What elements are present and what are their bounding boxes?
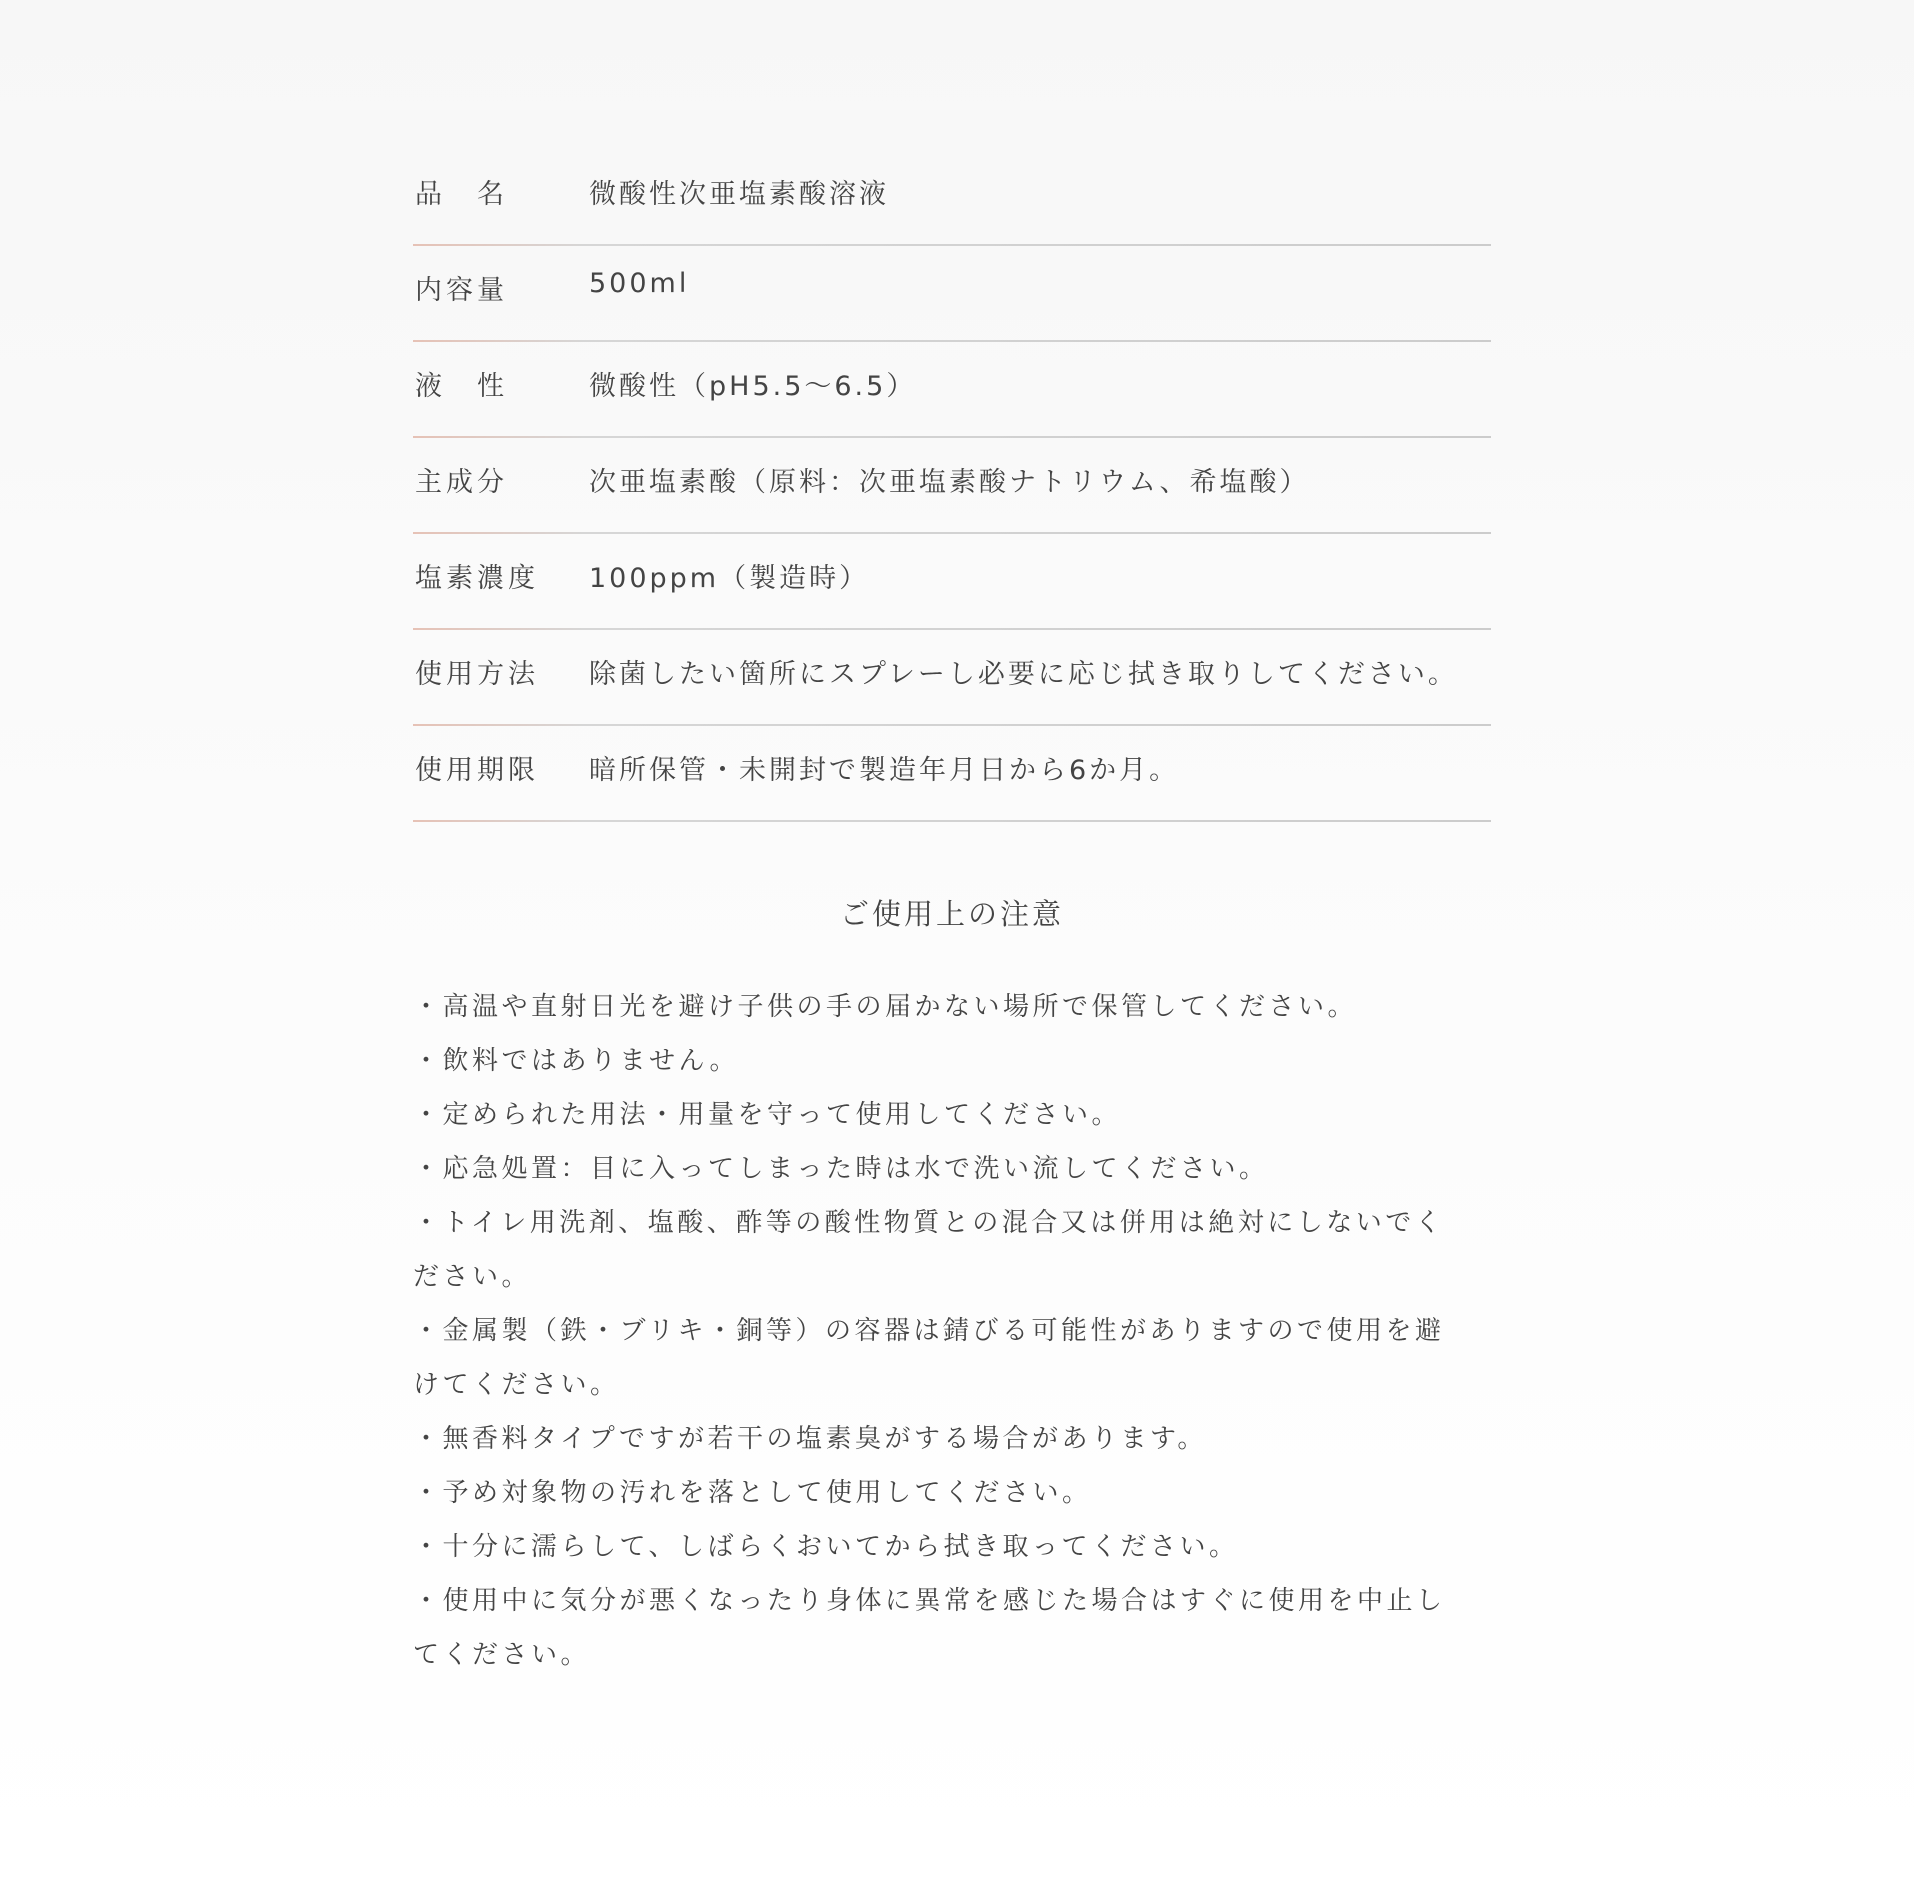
spec-row-ph: [413, 342, 1491, 438]
list-item: ・無香料タイプですが若干の塩素臭がする場合があります。: [413, 1424, 1207, 1454]
spec-value: 暗所保管・未開封で製造年月日から6か月。: [589, 755, 1180, 786]
spec-value: 次亜塩素酸（原料：次亜塩素酸ナトリウム、希塩酸）: [589, 467, 1310, 498]
spec-label: 主成分: [415, 467, 508, 498]
list-item: ・十分に濡らして、しばらくおいてから拭き取ってください。: [413, 1532, 1239, 1562]
spec-row-ingredient: [413, 438, 1491, 534]
list-item: ・飲料ではありません。: [413, 1046, 740, 1076]
spec-label: 使用期限: [415, 755, 539, 786]
product-info: [413, 150, 1493, 1670]
list-item: ・高温や直射日光を避け子供の手の届かない場所で保管してください。: [413, 992, 1358, 1022]
spec-row-expiry: [413, 726, 1491, 822]
list-item: ・予め対象物の汚れを落として使用してください。: [413, 1478, 1092, 1508]
spec-value: 500ml: [589, 268, 690, 299]
spec-value: 微酸性（pH5.5～6.5）: [589, 371, 917, 402]
spec-value: 100ppm（製造時）: [589, 563, 870, 594]
list-item: ・使用中に気分が悪くなったり身体に異常を感じた場合はすぐに使用を中止してください。: [413, 1586, 1446, 1670]
spec-table: [413, 150, 1491, 822]
spec-row-concentration: [413, 534, 1491, 630]
spec-label: 液 性: [415, 371, 508, 402]
notes-list: [413, 980, 1473, 1682]
spec-row-usage: [413, 630, 1491, 726]
notes-title: ご使用上の注意: [839, 897, 1064, 931]
spec-label: 内容量: [415, 275, 508, 306]
spec-row-product-name: [413, 150, 1491, 246]
spec-row-volume: [413, 246, 1491, 342]
list-item: ・応急処置：目に入ってしまった時は水で洗い流してください。: [413, 1154, 1269, 1184]
list-item: ・金属製（鉄・ブリキ・銅等）の容器は錆びる可能性がありますので使用を避けてください。: [413, 1316, 1445, 1400]
spec-label: 品 名: [415, 179, 508, 210]
spec-label: 使用方法: [415, 659, 539, 690]
spec-value: 微酸性次亜塩素酸溶液: [589, 179, 889, 210]
list-item: ・トイレ用洗剤、塩酸、酢等の酸性物質との混合又は併用は絶対にしないでください。: [413, 1208, 1445, 1292]
list-item: ・定められた用法・用量を守って使用してください。: [413, 1100, 1122, 1130]
spec-label: 塩素濃度: [415, 563, 539, 594]
spec-value: 除菌したい箇所にスプレーし必要に応じ拭き取りしてください。: [589, 659, 1458, 690]
